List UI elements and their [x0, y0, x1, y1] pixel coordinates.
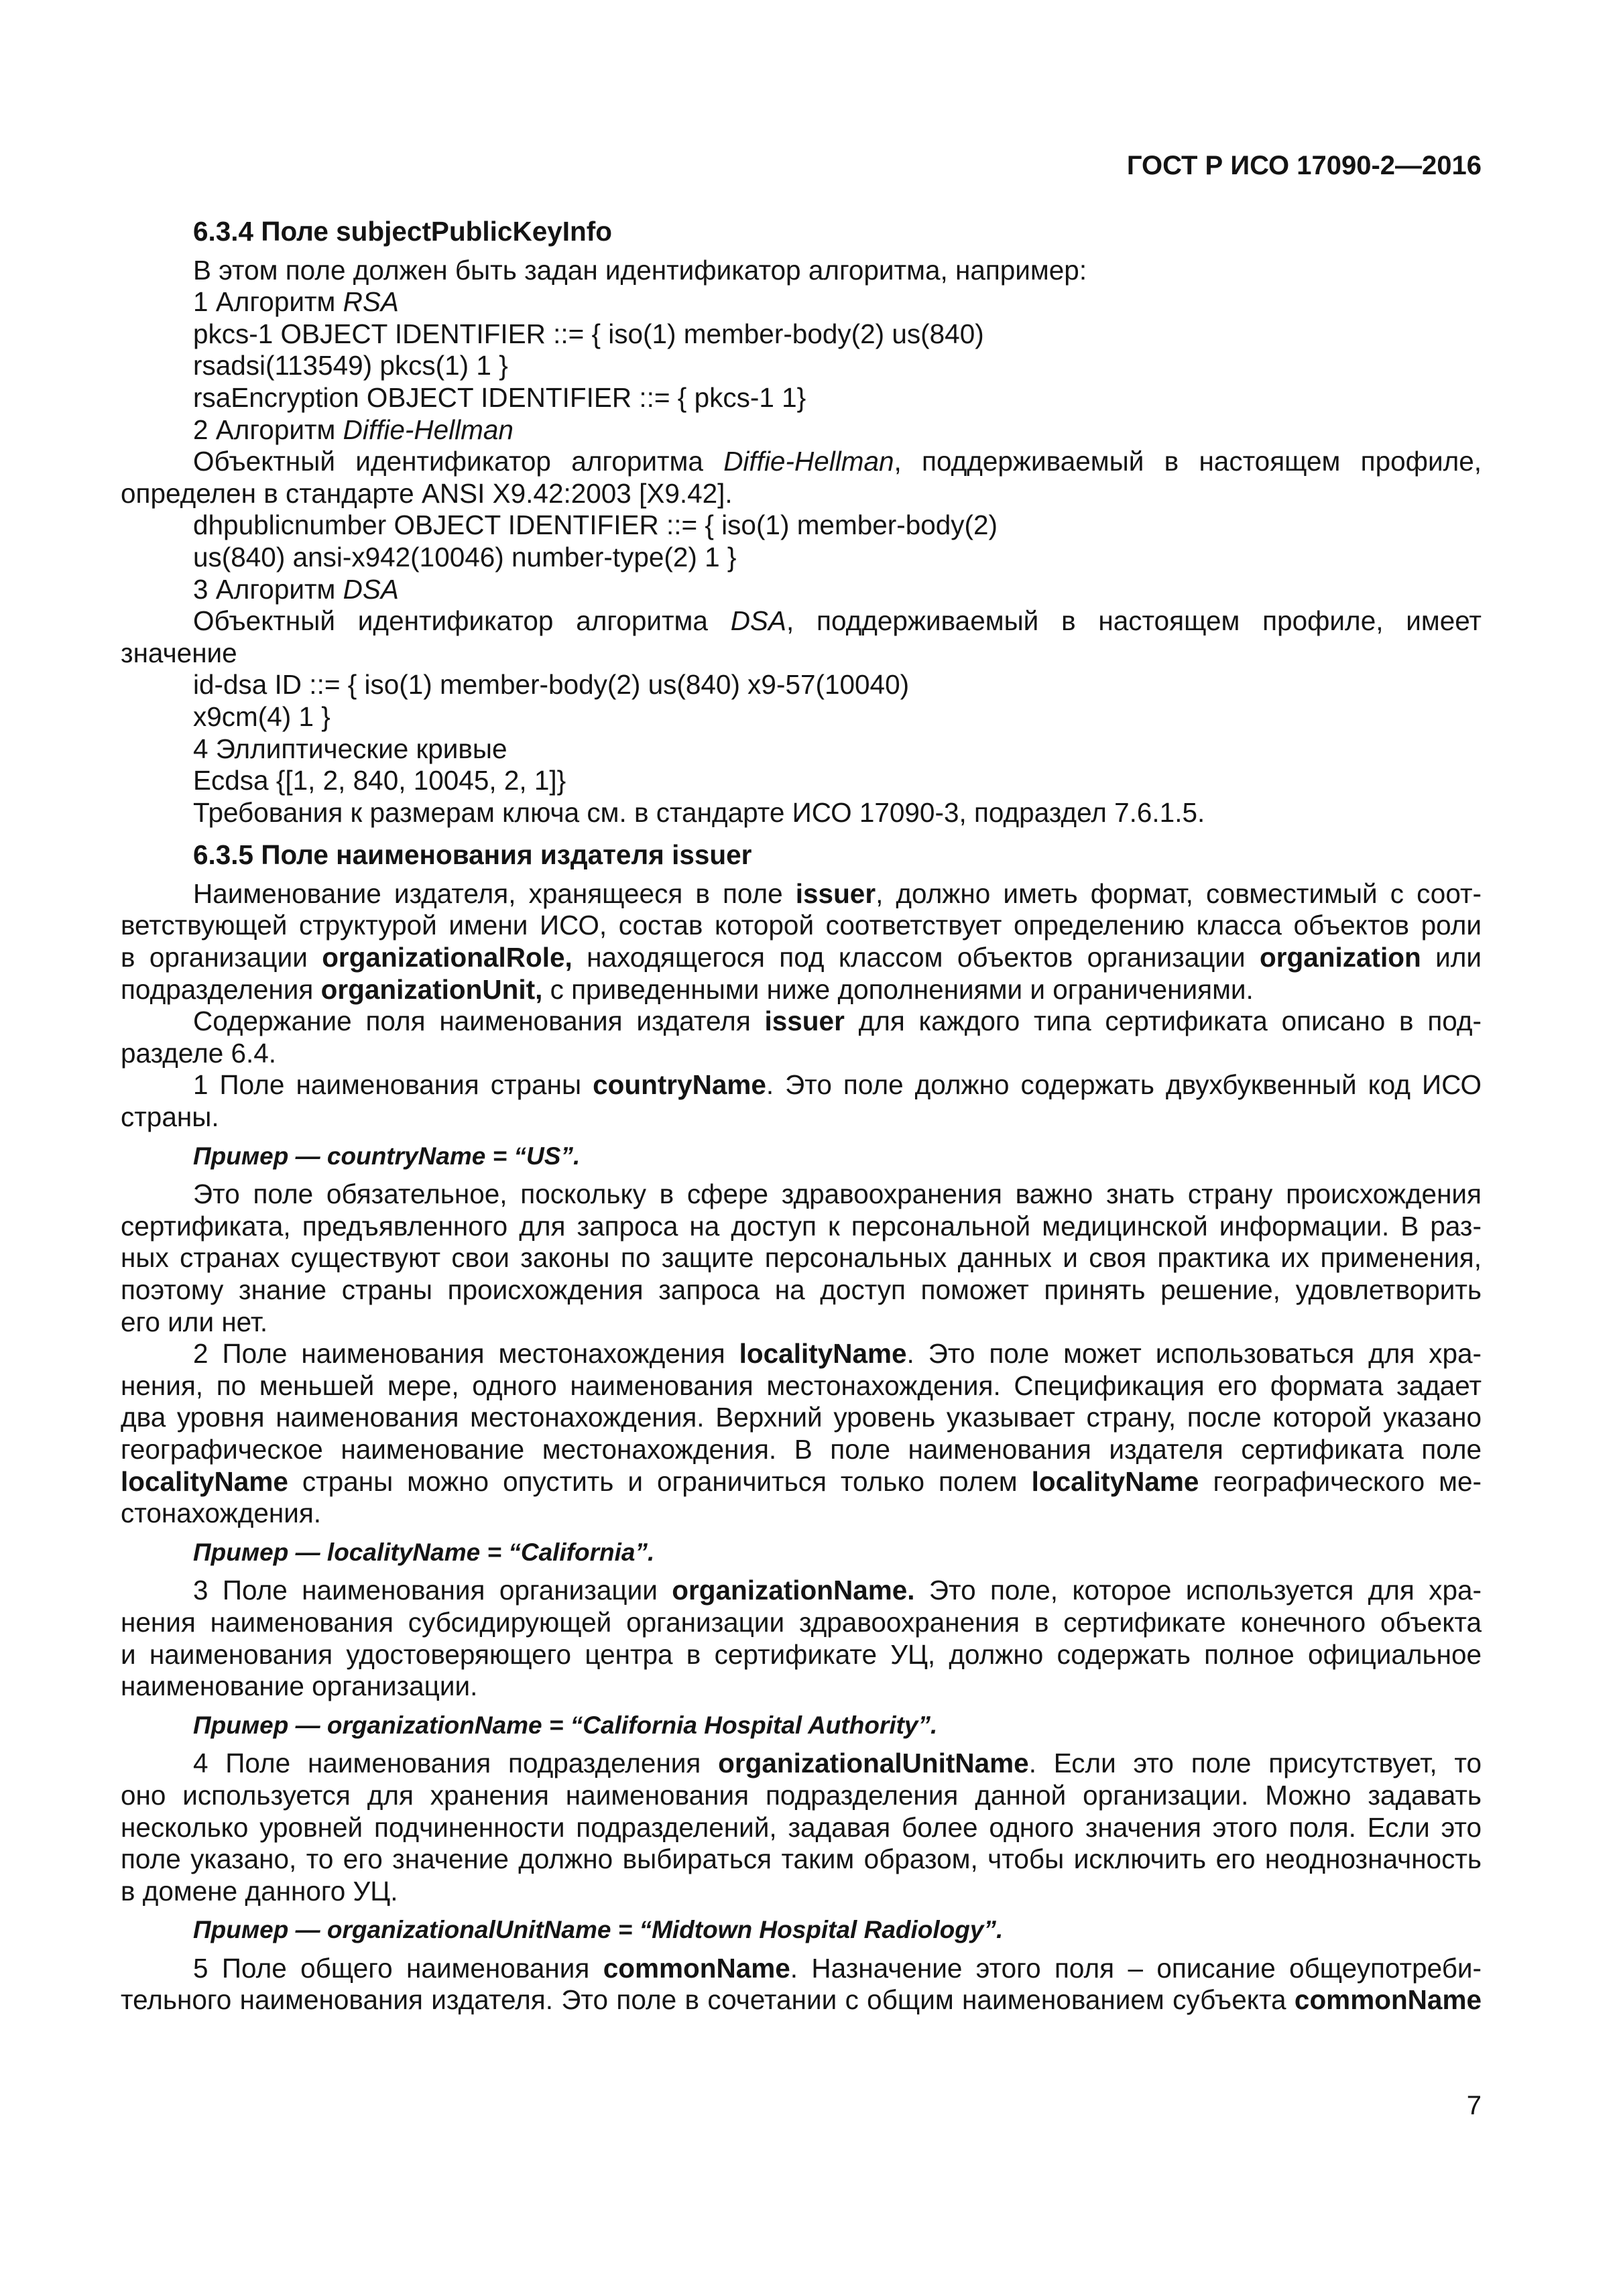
paragraph-line: его или нет. — [121, 1306, 268, 1337]
code-line: id-dsa ID ::= { iso(1) member-body(2) us(840) x9-57(10040) — [193, 669, 910, 701]
paragraph-line: ветствующей структурой имени ИСО, состав которой соответствует определению класса объектов роли — [121, 910, 1482, 941]
paragraph-line: несколько уровней подчиненности подразделений, задавая более одного значения этого поля. Если это — [121, 1811, 1482, 1843]
paragraph-line: определен в стандарте ANSI X9.42:2003 [X9.42]. — [121, 477, 733, 509]
paragraph-line: Содержание поля наименования издателя issuer для каждого типа сертификата описано в под- — [193, 1006, 1482, 1037]
paragraph-line: нения наименования субсидирующей организации здравоохранения в сертификате конечного объекта — [121, 1606, 1482, 1638]
paragraph-line: значение — [121, 637, 237, 668]
paragraph-line: сертификата, предъявленного для запроса на доступ к персональной медицинской информации. В раз- — [121, 1210, 1482, 1242]
list-item: 1 Алгоритм RSA — [193, 286, 399, 318]
example-line: Пример — localityName = “California”. — [193, 1538, 655, 1566]
paragraph-line: оно используется для хранения наименования подразделения данной организации. Можно задавать — [121, 1779, 1482, 1811]
code-line: us(840) ansi-x942(10046) number-type(2) 1 } — [193, 541, 737, 572]
code-line: pkcs-1 OBJECT IDENTIFIER ::= { iso(1) member-body(2) us(840) — [193, 318, 984, 349]
list-item: 5 Поле общего наименования commonName. Назначение этого поля – описание общеупотреби- — [193, 1952, 1482, 1984]
code-line: rsadsi(113549) pkcs(1) 1 } — [193, 350, 508, 381]
example-line: Пример — countryName = “US”. — [193, 1142, 581, 1170]
paragraph-line: разделе 6.4. — [121, 1037, 277, 1069]
list-item: 3 Алгоритм DSA — [193, 573, 399, 605]
list-item: 2 Алгоритм Diffie-Hellman — [193, 414, 514, 445]
paragraph-line: localityName страны можно опустить и ограничиться только полем localityName географического ме- — [121, 1465, 1482, 1497]
paragraph-line: нения, по меньшей мере, одного наименования местонахождения. Спецификация его формата задает — [121, 1370, 1482, 1401]
paragraph-line: тельного наименования издателя. Это поле в сочетании с общим наименованием субъекта commonName — [121, 1984, 1482, 2016]
paragraph-line: ных странах существуют свои законы по защите персональных данных и своя практика их применения, — [121, 1242, 1482, 1274]
paragraph-line: подразделения organizationUnit, с приведенными ниже дополнениями и ограничениями. — [121, 973, 1254, 1005]
paragraph-line: Объектный идентификатор алгоритма DSA, поддерживаемый в настоящем профиле, имеет — [193, 605, 1482, 637]
paragraph-line: Это поле обязательное, поскольку в сфере здравоохранения важно знать страну происхождения — [193, 1179, 1482, 1210]
paragraph-line: географическое наименование местонахождения. В поле наименования издателя сертификата поле — [121, 1433, 1482, 1465]
list-item: 2 Поле наименования местонахождения localityName. Это поле может использоваться для хра- — [193, 1338, 1482, 1370]
example-line: Пример — organizationalUnitName = “Midtown Hospital Radiology”. — [193, 1916, 1004, 1944]
paragraph-line: поэтому знание страны происхождения запроса на доступ поможет принять решение, удовлетворить — [121, 1274, 1482, 1305]
code-line: Ecdsa {[1, 2, 840, 10045, 2, 1]} — [193, 765, 566, 796]
code-line: x9cm(4) 1 } — [193, 701, 330, 732]
paragraph-line: наименование организации. — [121, 1671, 478, 1702]
paragraph-line: в домене данного УЦ. — [121, 1875, 398, 1907]
list-item: 3 Поле наименования организации organizationName. Это поле, которое используется для хра- — [193, 1575, 1482, 1606]
paragraph-line: и наименования удостоверяющего центра в сертификате УЦ, должно содержать полное официальное — [121, 1638, 1482, 1670]
document-header: ГОСТ Р ИСО 17090-2—2016 — [1126, 151, 1482, 180]
paragraph-line: Объектный идентификатор алгоритма Diffie-Hellman, поддерживаемый в настоящем профиле, — [193, 446, 1482, 477]
paragraph: В этом поле должен быть задан идентификатор алгоритма, например: — [193, 254, 1087, 286]
page-number: 7 — [1466, 2091, 1482, 2120]
list-item: 4 Поле наименования подразделения organizationalUnitName. Если это поле присутствует, то — [193, 1748, 1482, 1779]
list-item: 4 Эллиптические кривые — [193, 733, 507, 764]
page-content — [121, 215, 1482, 2016]
paragraph-line: страны. — [121, 1101, 219, 1133]
paragraph: Требования к размерам ключа см. в стандарте ИСО 17090-3, подраздел 7.6.1.5. — [193, 796, 1205, 828]
paragraph-line: в организации organizationalRole, находящегося под классом объектов организации organization или — [121, 942, 1482, 973]
paragraph-line: Наименование издателя, хранящееся в поле issuer, должно иметь формат, совместимый с соот- — [193, 878, 1482, 909]
list-item: 1 Поле наименования страны countryName. Это поле должно содержать двухбуквенный код ИСО — [193, 1069, 1482, 1101]
code-line: dhpublicnumber OBJECT IDENTIFIER ::= { iso(1) member-body(2) — [193, 509, 998, 541]
paragraph-line: поле указано, то его значение должно выбираться таким образом, чтобы исключить его неоднозначность — [121, 1844, 1482, 1875]
code-line: rsaEncryption OBJECT IDENTIFIER ::= { pkcs-1 1} — [193, 381, 806, 413]
section-heading-6-3-5: 6.3.5 Поле наименования издателя issuer — [193, 839, 752, 871]
paragraph-line: стонахождения. — [121, 1498, 322, 1529]
section-heading-6-3-4: 6.3.4 Поле subjectPublicKeyInfo — [193, 216, 612, 247]
paragraph-line: два уровня наименования местонахождения. Верхний уровень указывает страну, после которой указано — [121, 1402, 1482, 1433]
example-line: Пример — organizationName = “California Hospital Authority”. — [193, 1711, 938, 1739]
